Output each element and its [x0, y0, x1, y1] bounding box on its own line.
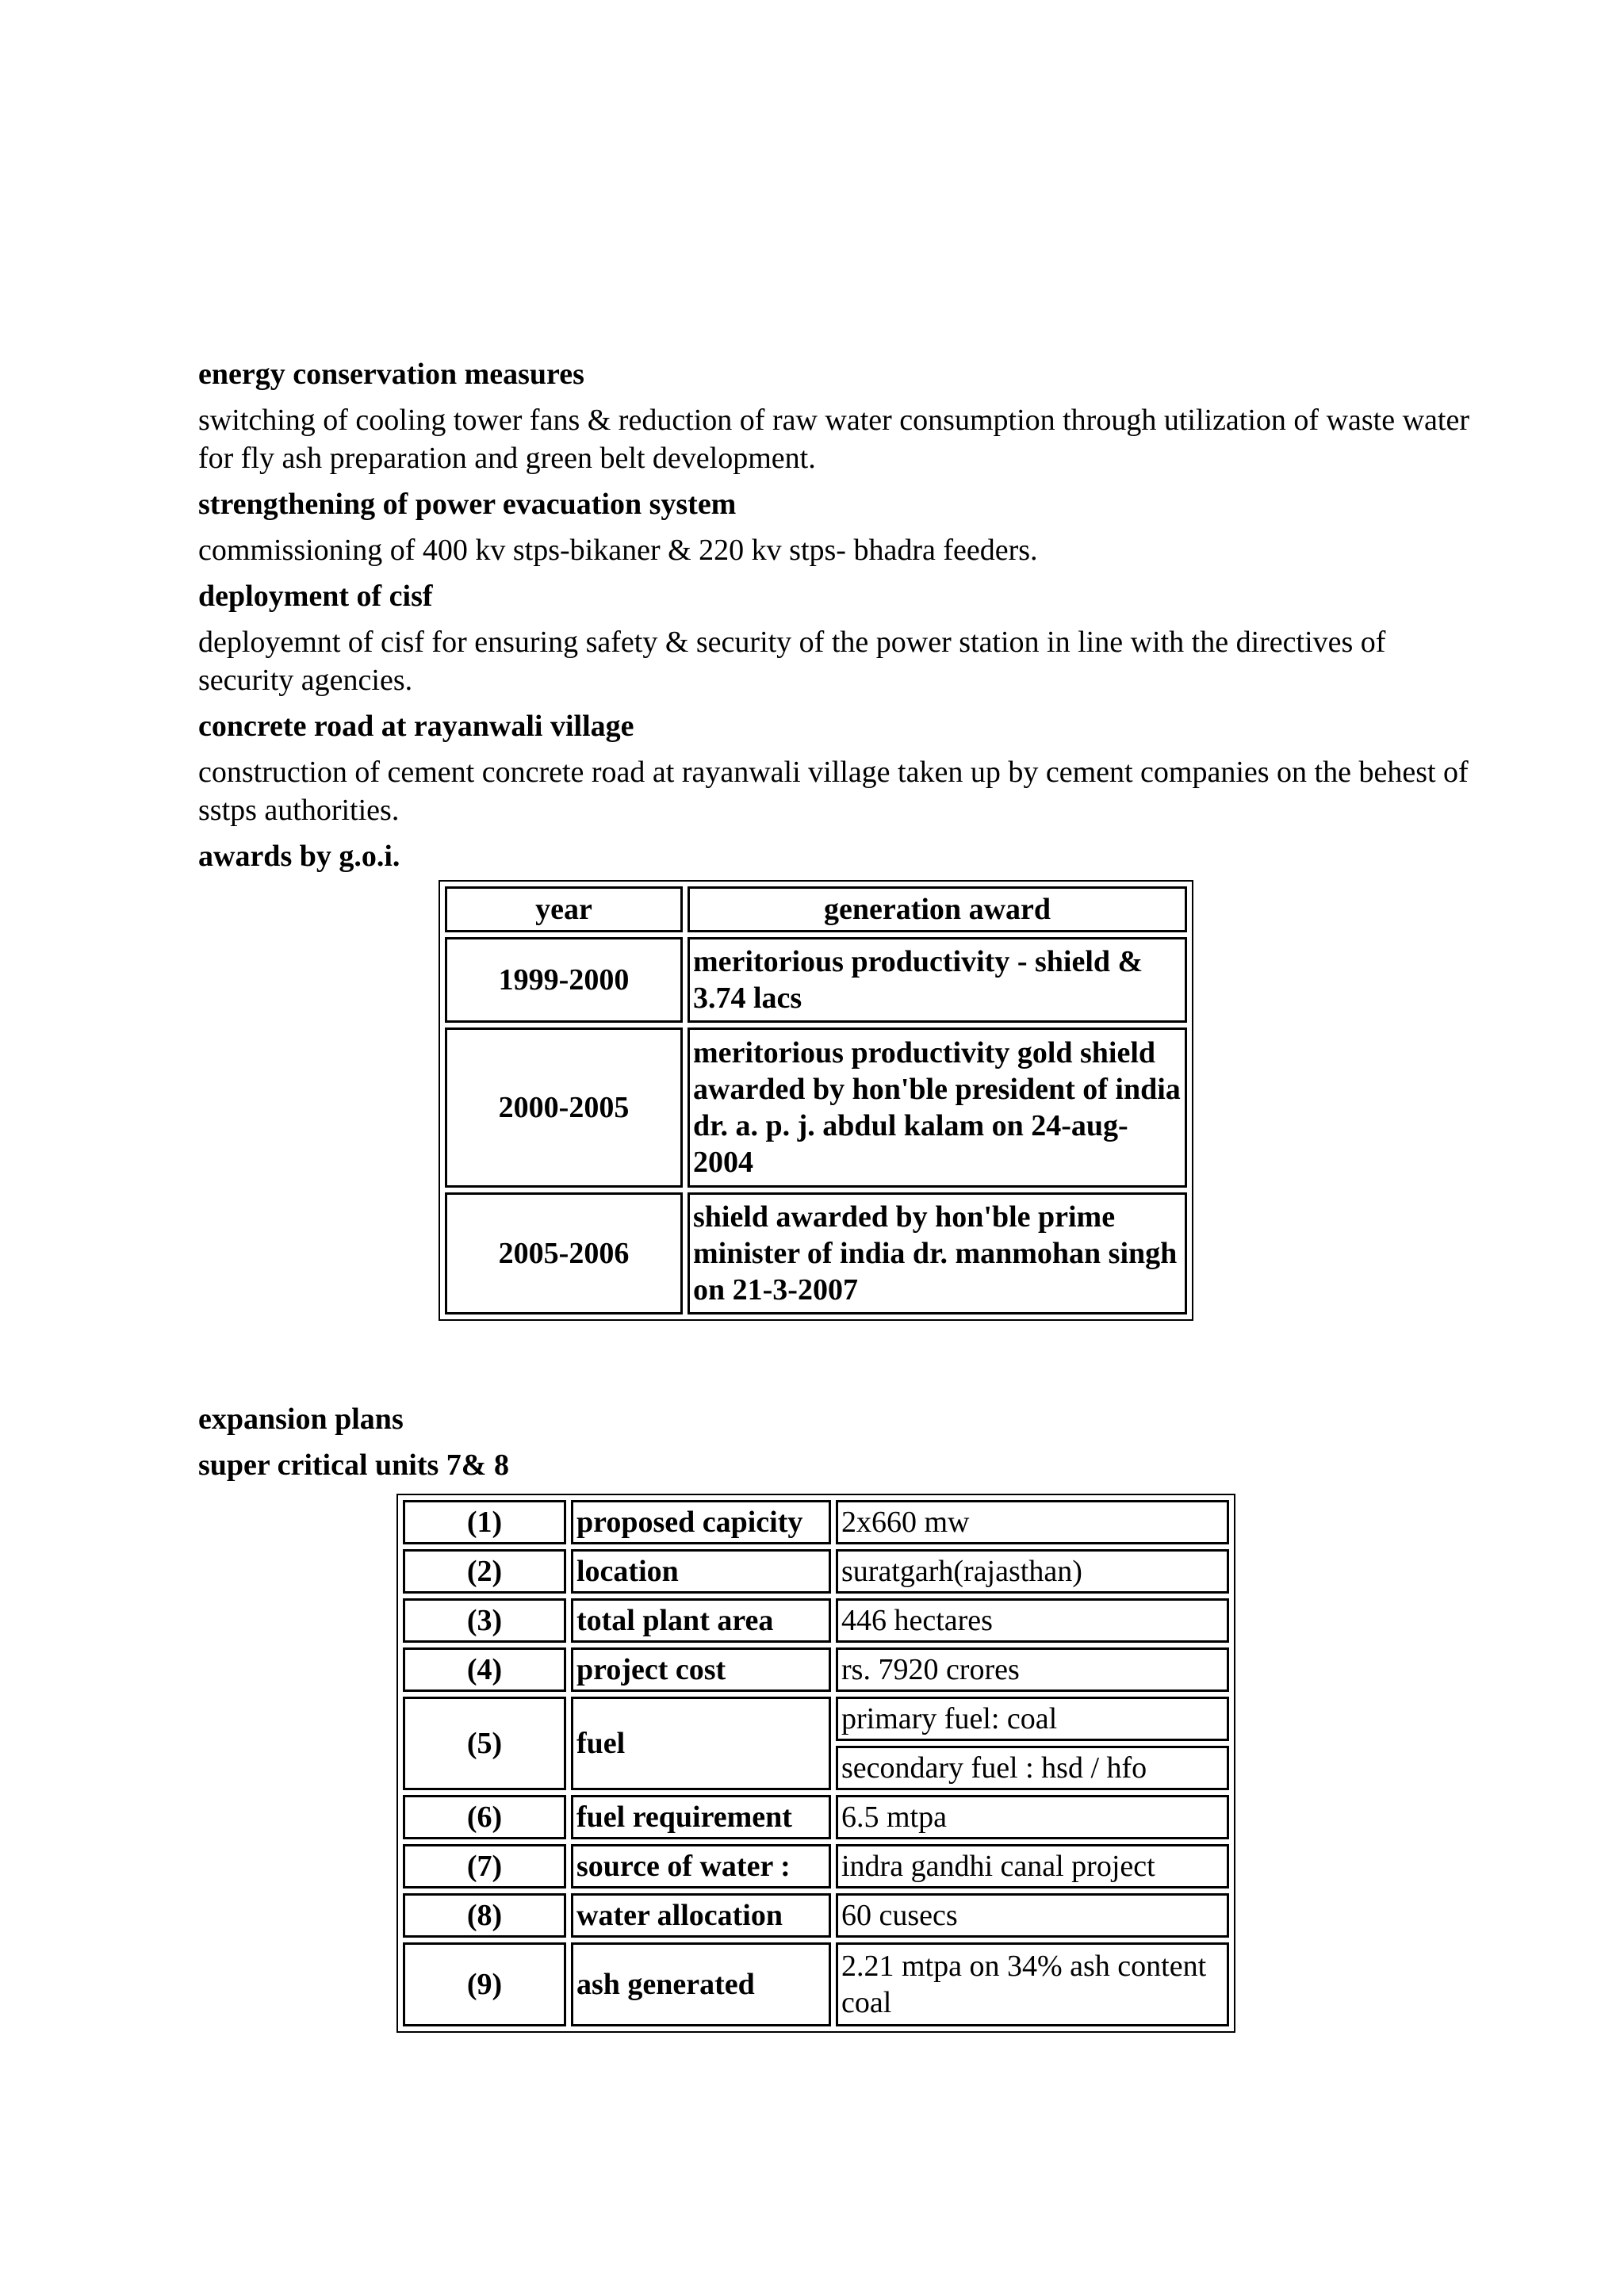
energy-heading: energy conservation measures — [198, 358, 584, 391]
expansion-row — [403, 1500, 1229, 1544]
row-value-secondary: secondary fuel : hsd / hfo — [836, 1746, 1229, 1790]
row-label: total plant area — [571, 1598, 831, 1643]
award-text: meritorious productivity gold shield awarded by hon'ble president of india dr. a. p. j. abdul kalam on 24-aug-2004 — [688, 1027, 1187, 1188]
road-text: construction of cement concrete road at rayanwali village taken up by cement companies on the behest of sstps authorities. — [198, 756, 1469, 827]
row-number: (2) — [403, 1549, 566, 1594]
road-heading: concrete road at rayanwali village — [198, 710, 634, 743]
row-label: water allocation — [571, 1893, 831, 1938]
awards-table — [439, 880, 1193, 1321]
row-label: location — [571, 1549, 831, 1594]
award-text: shield awarded by hon'ble prime minister of india dr. manmohan singh on 21-3-2007 — [688, 1192, 1187, 1314]
awards-row — [445, 1027, 1187, 1188]
awards-header-row — [445, 886, 1187, 932]
row-number: (4) — [403, 1647, 566, 1692]
row-number: (3) — [403, 1598, 566, 1643]
row-number: (5) — [403, 1697, 566, 1790]
row-value: 446 hectares — [836, 1598, 1229, 1643]
award-text: meritorious productivity - shield & 3.74 lacs — [688, 937, 1187, 1023]
expansion-row — [403, 1795, 1229, 1839]
row-label: source of water : — [571, 1844, 831, 1888]
row-number: (7) — [403, 1844, 566, 1888]
expansion-row — [403, 1697, 1229, 1741]
row-number: (8) — [403, 1893, 566, 1938]
row-number: (1) — [403, 1500, 566, 1544]
expansion-heading: expansion plans — [198, 1402, 404, 1436]
cisf-text: deployemnt of cisf for ensuring safety & security of the power station in line with the directives of security agencies. — [198, 626, 1386, 697]
expansion-row — [403, 1844, 1229, 1888]
awards-header-year: year — [445, 886, 683, 932]
row-value: 2.21 mtpa on 34% ash content coal — [836, 1942, 1229, 2026]
expansion-table — [396, 1494, 1235, 2033]
expansion-row — [403, 1549, 1229, 1594]
row-label: fuel requirement — [571, 1795, 831, 1839]
expansion-row — [403, 1598, 1229, 1643]
row-value-primary: primary fuel: coal — [836, 1697, 1229, 1741]
award-year: 1999-2000 — [445, 937, 683, 1023]
evacuation-text: commissioning of 400 kv stps-bikaner & 220 kv stps- bhadra feeders. — [198, 534, 1038, 567]
row-value: 60 cusecs — [836, 1893, 1229, 1938]
awards-row — [445, 937, 1187, 1023]
awards-header-award: generation award — [688, 886, 1187, 932]
row-label: project cost — [571, 1647, 831, 1692]
expansion-row — [403, 1942, 1229, 2026]
row-value: indra gandhi canal project — [836, 1844, 1229, 1888]
cisf-heading: deployment of cisf — [198, 580, 433, 613]
award-year: 2005-2006 — [445, 1192, 683, 1314]
expansion-row — [403, 1647, 1229, 1692]
award-year: 2000-2005 — [445, 1027, 683, 1188]
row-value: rs. 7920 crores — [836, 1647, 1229, 1692]
row-number: (9) — [403, 1942, 566, 2026]
energy-text: switching of cooling tower fans & reduction of raw water consumption through utilization of waste water for fly ash preparation and green belt development. — [198, 404, 1469, 475]
row-value: suratgarh(rajasthan) — [836, 1549, 1229, 1594]
expansion-row — [403, 1893, 1229, 1938]
evacuation-heading: strengthening of power evacuation system — [198, 488, 737, 521]
row-label: proposed capicity — [571, 1500, 831, 1544]
row-value: 2x660 mw — [836, 1500, 1229, 1544]
row-value: 6.5 mtpa — [836, 1795, 1229, 1839]
row-label: fuel — [571, 1697, 831, 1790]
row-number: (6) — [403, 1795, 566, 1839]
awards-row — [445, 1192, 1187, 1314]
awards-heading: awards by g.o.i. — [198, 840, 400, 873]
row-label: ash generated — [571, 1942, 831, 2026]
expansion-subtitle: super critical units 7& 8 — [198, 1448, 509, 1482]
